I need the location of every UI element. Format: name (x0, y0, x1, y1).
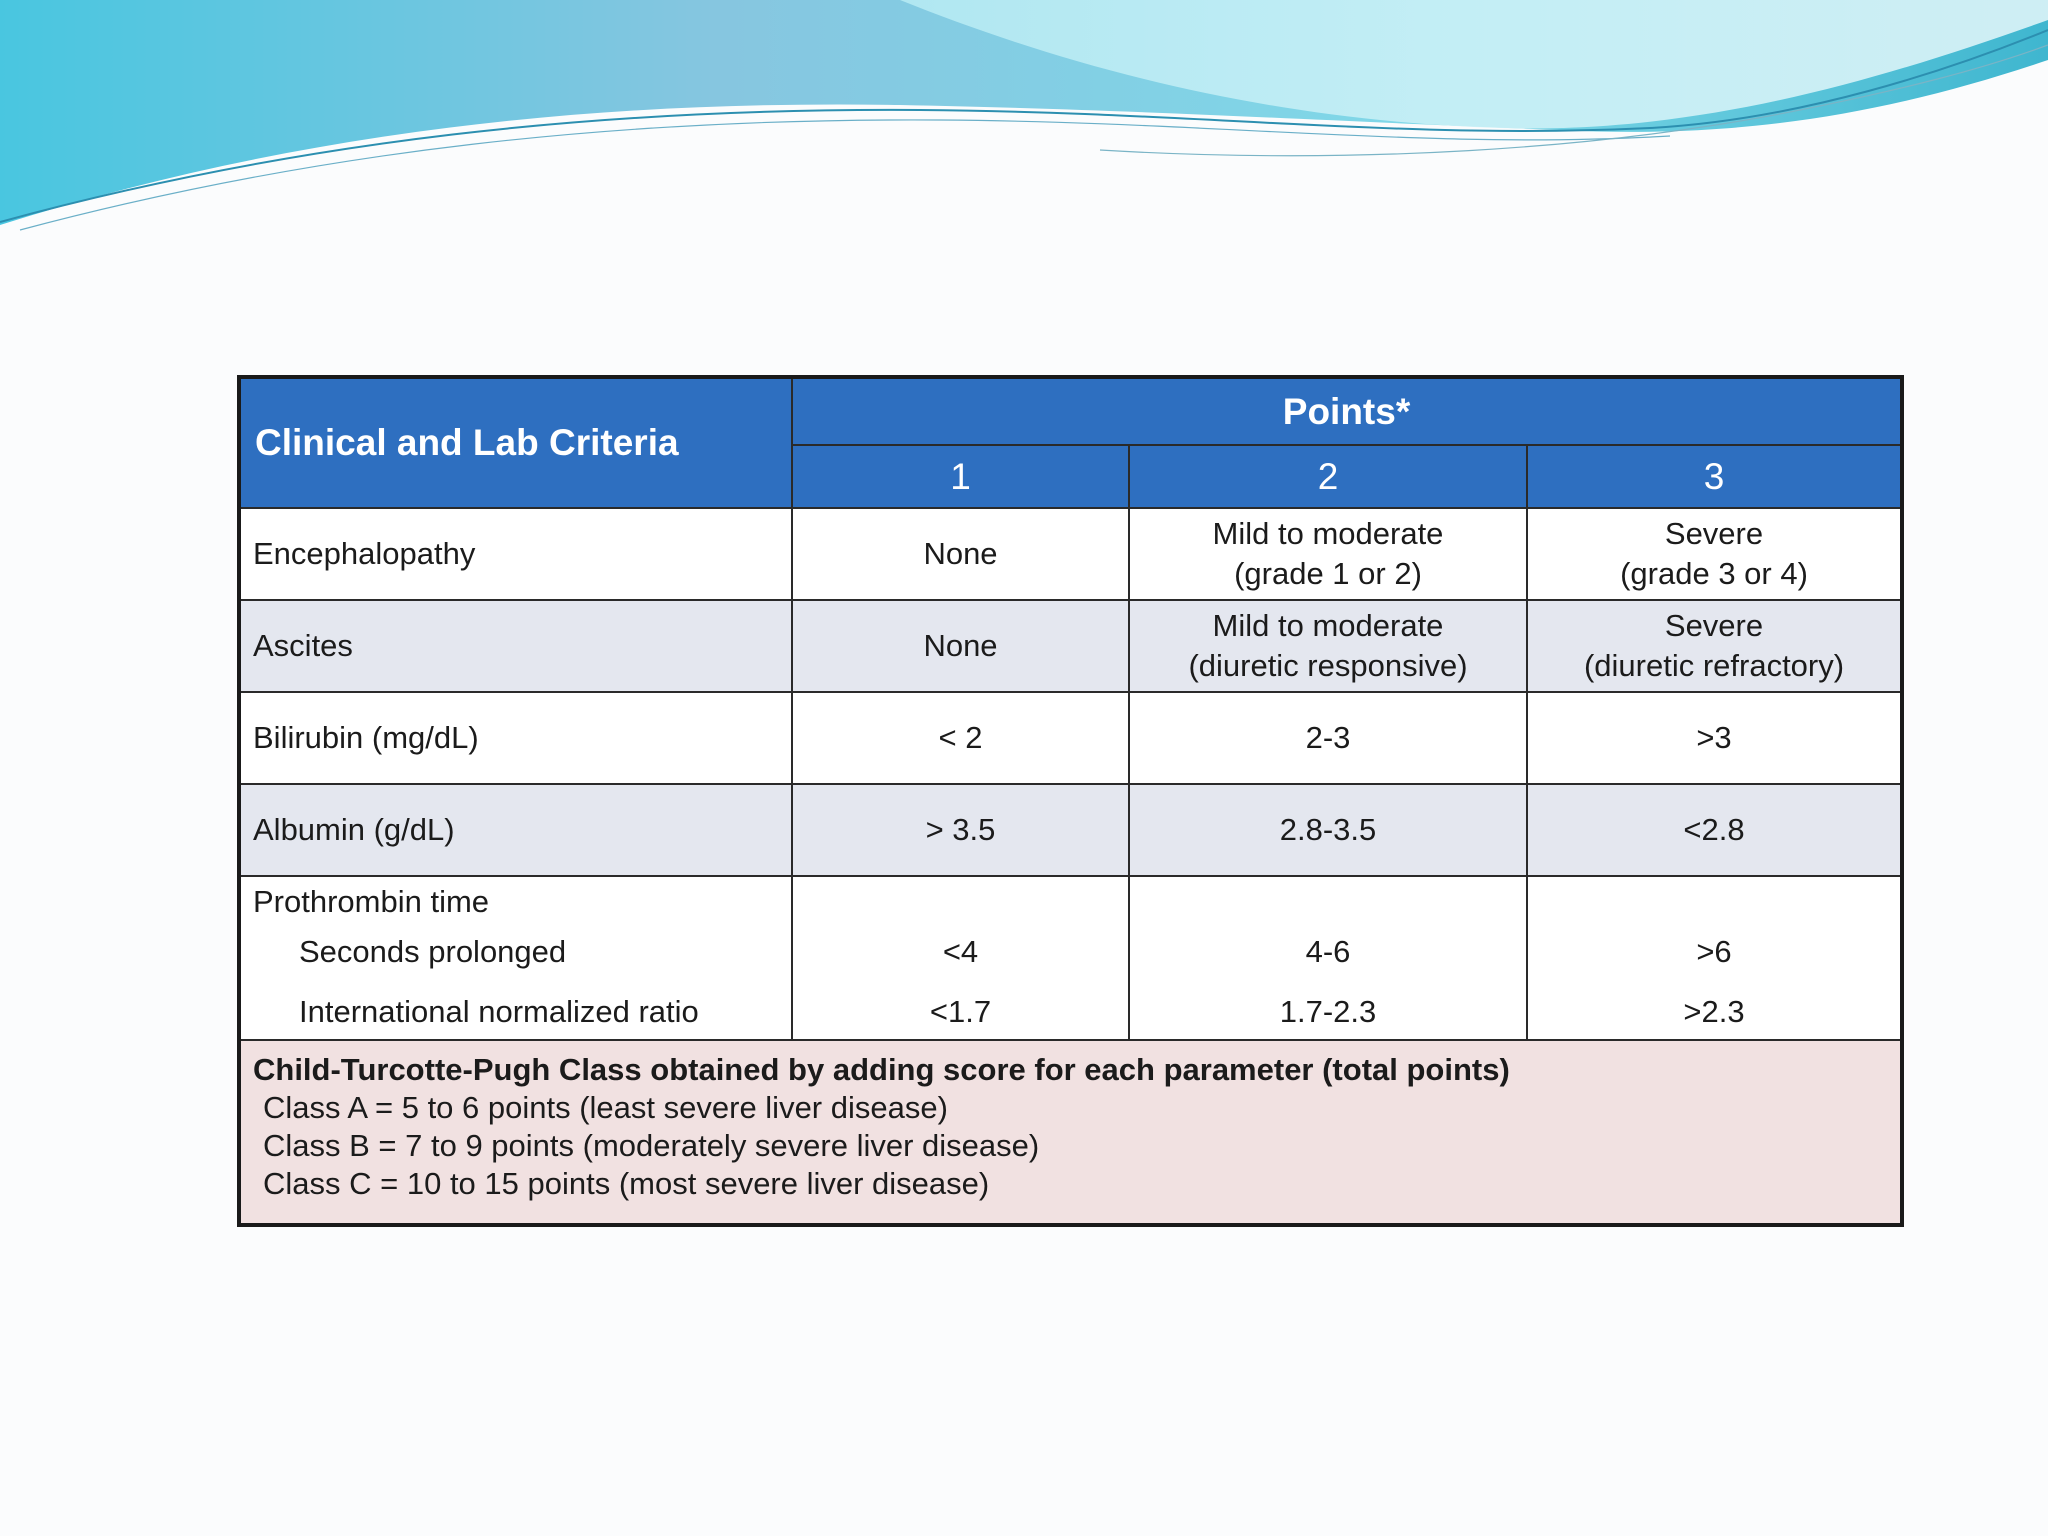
row-label: Albumin (g/dL) (239, 784, 792, 876)
cell-points-1: < 2 (792, 692, 1129, 784)
table-row-bilirubin (239, 692, 1902, 784)
points-column-3: 3 (1527, 445, 1902, 508)
seconds-prolonged-label: Seconds prolonged (299, 934, 567, 969)
class-summary-title: Child-Turcotte-Pugh Class obtained by adding score for each parameter (total points) (253, 1052, 1510, 1087)
table-row-albumin (239, 784, 1902, 876)
cell-points-1: > 3.5 (792, 784, 1129, 876)
cell-points-1 (792, 876, 1129, 1040)
cell-points-3 (1527, 600, 1902, 692)
cell-points-1: None (792, 600, 1129, 692)
cell-points-3 (1527, 508, 1902, 600)
row-label: Ascites (239, 600, 792, 692)
cell-line: (diuretic refractory) (1583, 648, 1845, 683)
cell-points-1: None (792, 508, 1129, 600)
cell-points-2: 2-3 (1129, 692, 1527, 784)
cell-points-3: <2.8 (1527, 784, 1902, 876)
points-header: Points* (792, 377, 1902, 445)
row-label: Bilirubin (mg/dL) (239, 692, 792, 784)
cell-line: Mild to moderate (1212, 516, 1444, 551)
cell-line: (diuretic responsive) (1188, 648, 1468, 683)
class-a-line: Class A = 5 to 6 points (least severe liver disease) (263, 1090, 948, 1125)
prothrombin-label: Prothrombin time (253, 884, 490, 919)
header-wave-decoration (0, 0, 2048, 240)
cell-line: Severe (1664, 516, 1764, 551)
cell-points-3 (1527, 876, 1902, 1040)
table-row-prothrombin (239, 876, 1902, 1040)
cell-line: Severe (1664, 608, 1764, 643)
prothrombin-label-cell (239, 876, 792, 1040)
row-label: Encephalopathy (239, 508, 792, 600)
table-row-encephalopathy (239, 508, 1902, 600)
table-row-ascites (239, 600, 1902, 692)
class-b-line: Class B = 7 to 9 points (moderately severe liver disease) (263, 1128, 1040, 1163)
points-column-2: 2 (1129, 445, 1527, 508)
criteria-header: Clinical and Lab Criteria (239, 377, 792, 508)
inr-value: >2.3 (1683, 994, 1745, 1029)
table-row-footer (239, 1040, 1902, 1225)
cell-points-2 (1129, 508, 1527, 600)
child-pugh-table (237, 375, 1904, 1227)
cell-points-2: 2.8-3.5 (1129, 784, 1527, 876)
cell-line: (grade 1 or 2) (1234, 556, 1422, 591)
inr-value: 1.7-2.3 (1279, 994, 1377, 1029)
class-summary-cell (239, 1040, 1902, 1225)
inr-label: International normalized ratio (299, 994, 699, 1029)
seconds-value: >6 (1696, 934, 1732, 969)
cell-points-3: >3 (1527, 692, 1902, 784)
cell-line: Mild to moderate (1212, 608, 1444, 643)
cell-points-2 (1129, 876, 1527, 1040)
cell-line: (grade 3 or 4) (1620, 556, 1808, 591)
class-c-line: Class C = 10 to 15 points (most severe liver disease) (263, 1166, 990, 1201)
seconds-value: 4-6 (1305, 934, 1351, 969)
cell-points-2 (1129, 600, 1527, 692)
seconds-value: <4 (942, 934, 979, 969)
points-column-1: 1 (792, 445, 1129, 508)
inr-value: <1.7 (929, 994, 992, 1029)
